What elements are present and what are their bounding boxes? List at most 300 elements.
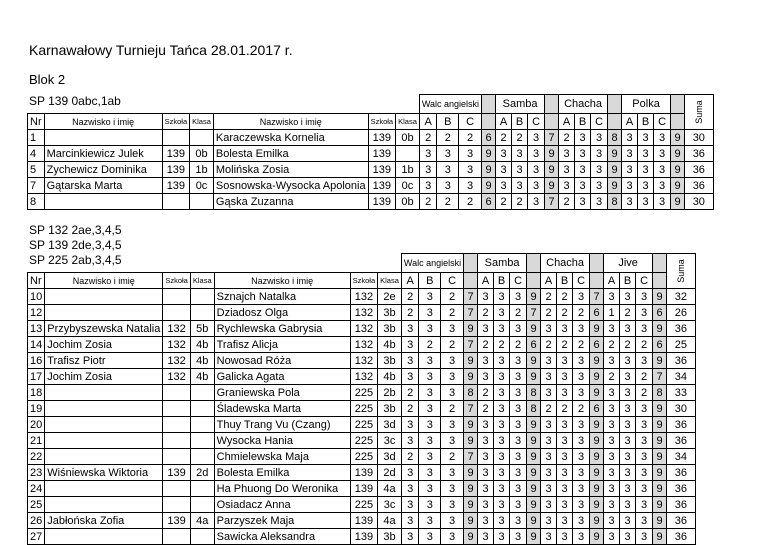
cell-score: 3 [401, 513, 419, 529]
cell-name-1 [45, 497, 163, 513]
cell-name-1 [45, 529, 163, 545]
cell-score: 2 [401, 289, 419, 305]
cell-score: 9 [590, 417, 604, 433]
cell-score: 3 [541, 513, 557, 529]
cell-score: 3 [528, 194, 545, 210]
cell-score: 3 [496, 178, 512, 194]
cell-score: 9 [671, 146, 685, 162]
cell-score: 3 [419, 497, 441, 513]
cell-score: 3 [510, 289, 527, 305]
cell-nr: 27 [28, 529, 45, 545]
col-subtotal [527, 273, 541, 289]
cell-score: 3 [419, 289, 441, 305]
cell-score: 3 [401, 417, 419, 433]
cell-school-1 [163, 433, 191, 449]
cell-score: 2 [419, 194, 437, 210]
cell-score: 9 [464, 513, 478, 529]
cell-score: 2 [459, 194, 482, 210]
cell-name-2: Rychlewska Gabrysia [214, 321, 350, 337]
cell-score: 3 [528, 162, 545, 178]
cell-score: 3 [528, 178, 545, 194]
cell-total: 32 [667, 289, 696, 305]
cell-score: 9 [653, 417, 667, 433]
cell-class-1: 4b [190, 369, 214, 385]
dance-header-3: Chacha [559, 95, 608, 114]
cell-score: 2 [636, 337, 653, 353]
cell-score: 3 [494, 369, 510, 385]
cell-score: 3 [478, 433, 494, 449]
cell-total: 25 [667, 337, 696, 353]
cell-score: 2 [573, 337, 590, 353]
cell-score: 3 [401, 497, 419, 513]
cell-score: 3 [401, 465, 419, 481]
cell-school-2: 132 [350, 353, 378, 369]
cell-score: 3 [557, 513, 573, 529]
cell-nr: 1 [28, 130, 45, 146]
cell-score: 9 [464, 369, 478, 385]
cell-nr: 25 [28, 497, 45, 513]
cell-score: 3 [559, 162, 575, 178]
cell-score: 2 [478, 305, 494, 321]
cell-school-1 [163, 401, 191, 417]
cell-score: 9 [482, 162, 496, 178]
cell-score: 3 [604, 481, 620, 497]
cell-score: 2 [441, 289, 464, 305]
cell-score: 3 [510, 497, 527, 513]
col-a: A [559, 114, 575, 130]
cell-nr: 14 [28, 337, 45, 353]
cell-school-2: 132 [350, 305, 378, 321]
cell-class-2: 0b [396, 194, 420, 210]
cell-score: 8 [653, 385, 667, 401]
cell-class-2 [396, 146, 420, 162]
cell-score: 3 [510, 513, 527, 529]
cell-nr: 8 [28, 194, 45, 210]
cell-score: 3 [636, 417, 653, 433]
cell-school-1: 139 [162, 162, 190, 178]
dance-header-2: Samba [478, 254, 527, 273]
cell-score: 3 [573, 449, 590, 465]
header-spacer [28, 95, 420, 114]
cell-score: 3 [573, 465, 590, 481]
table-row [28, 289, 696, 305]
cell-score: 2 [441, 337, 464, 353]
col-class-2: Klasa [378, 273, 402, 289]
cell-score: 3 [419, 513, 441, 529]
cell-score: 3 [591, 130, 608, 146]
cell-total: 36 [685, 162, 714, 178]
cell-score: 3 [573, 497, 590, 513]
cell-score: 3 [528, 146, 545, 162]
cell-score: 3 [541, 369, 557, 385]
cell-score: 8 [608, 130, 622, 146]
cell-score: 3 [541, 353, 557, 369]
cell-class-1 [190, 481, 214, 497]
cell-name-1 [45, 401, 163, 417]
cell-class-1 [190, 130, 214, 146]
cell-score: 3 [654, 130, 671, 146]
cell-school-2: 139 [368, 178, 396, 194]
table-row [28, 194, 714, 210]
cell-class-1 [190, 305, 214, 321]
cell-score: 9 [545, 162, 559, 178]
cell-score: 7 [464, 449, 478, 465]
cell-score: 3 [622, 162, 638, 178]
cell-score: 9 [590, 529, 604, 545]
cell-score: 9 [464, 321, 478, 337]
cell-score: 3 [459, 178, 482, 194]
cell-total: 36 [667, 513, 696, 529]
col-subtotal [671, 114, 685, 130]
cell-class-2: 3b [378, 305, 402, 321]
cell-score: 2 [557, 289, 573, 305]
cell-school-1 [162, 194, 190, 210]
cell-school-1: 139 [162, 146, 190, 162]
cell-nr: 7 [28, 178, 45, 194]
cell-score: 2 [541, 289, 557, 305]
cell-score: 9 [464, 353, 478, 369]
cell-score: 7 [464, 337, 478, 353]
table-row [28, 433, 696, 449]
cell-score: 3 [573, 321, 590, 337]
cell-score: 3 [636, 529, 653, 545]
cell-name-1 [45, 305, 163, 321]
cell-score: 8 [464, 385, 478, 401]
cell-school-1 [163, 529, 191, 545]
table-row [28, 353, 696, 369]
cell-nr: 4 [28, 146, 45, 162]
cell-score: 3 [654, 194, 671, 210]
cell-score: 3 [510, 529, 527, 545]
cell-school-2: 139 [350, 481, 378, 497]
cell-score: 3 [620, 321, 636, 337]
cell-score: 3 [541, 385, 557, 401]
col-name-2: Nazwisko i imię [213, 114, 368, 130]
cell-class-2: 4a [378, 513, 402, 529]
cell-score: 3 [419, 353, 441, 369]
cell-score: 3 [604, 417, 620, 433]
cell-school-1: 139 [163, 513, 191, 529]
cell-total: 36 [667, 497, 696, 513]
cell-school-1 [163, 305, 191, 321]
cell-score: 9 [590, 497, 604, 513]
cell-score: 3 [401, 433, 419, 449]
cell-score: 7 [464, 401, 478, 417]
cell-score: 6 [590, 337, 604, 353]
dance-sum-header-1 [482, 95, 496, 114]
cell-score: 7 [527, 305, 541, 321]
cell-school-2: 225 [350, 433, 378, 449]
cell-score: 9 [464, 481, 478, 497]
cell-school-2: 132 [350, 337, 378, 353]
cell-score: 3 [419, 465, 441, 481]
cell-score: 9 [590, 385, 604, 401]
cell-score: 8 [608, 194, 622, 210]
cell-score: 9 [653, 353, 667, 369]
cell-class-1 [190, 401, 214, 417]
cell-score: 3 [401, 529, 419, 545]
col-school-1: Szkoła [162, 114, 190, 130]
cell-school-1: 132 [163, 353, 191, 369]
cell-score: 3 [620, 369, 636, 385]
cell-score: 3 [604, 465, 620, 481]
cell-score: 9 [545, 178, 559, 194]
cell-score: 3 [478, 481, 494, 497]
cell-score: 9 [608, 162, 622, 178]
cell-score: 2 [494, 337, 510, 353]
cell-score: 3 [478, 513, 494, 529]
cell-score: 3 [638, 146, 654, 162]
cell-score: 3 [437, 146, 459, 162]
cell-total: 34 [667, 449, 696, 465]
cell-score: 9 [653, 433, 667, 449]
cell-score: 3 [496, 162, 512, 178]
cell-score: 3 [478, 465, 494, 481]
cell-class-1: 0c [190, 178, 214, 194]
cell-score: 9 [464, 465, 478, 481]
table-row [28, 178, 714, 194]
col-b: B [557, 273, 573, 289]
cell-score: 3 [510, 449, 527, 465]
cell-name-2: Parzyszek Maja [214, 513, 350, 529]
col-c: C [459, 114, 482, 130]
cell-score: 3 [512, 146, 528, 162]
cell-score: 2 [437, 130, 459, 146]
cell-class-1: 5b [190, 321, 214, 337]
cell-score: 2 [636, 385, 653, 401]
dance-sum-header-2 [545, 95, 559, 114]
cell-score: 3 [512, 178, 528, 194]
cell-school-1 [163, 417, 191, 433]
cell-score: 7 [545, 130, 559, 146]
cell-score: 2 [441, 401, 464, 417]
cell-score: 3 [419, 449, 441, 465]
cell-score: 3 [620, 353, 636, 369]
cell-class-2: 3d [378, 417, 402, 433]
cell-class-2: 0c [396, 178, 420, 194]
cell-class-2: 3c [378, 433, 402, 449]
cell-school-1: 132 [163, 337, 191, 353]
cell-score: 3 [419, 433, 441, 449]
col-b: B [419, 273, 441, 289]
cell-score: 3 [575, 130, 591, 146]
col-b: B [494, 273, 510, 289]
dance-sum-header-4 [671, 95, 685, 114]
cell-score: 2 [512, 194, 528, 210]
col-class-1: Klasa [190, 114, 214, 130]
table-row [28, 417, 696, 433]
cell-class-2: 3b [378, 321, 402, 337]
suma-header [685, 95, 714, 130]
cell-name-1 [44, 194, 162, 210]
cell-score: 2 [496, 194, 512, 210]
cell-score: 9 [464, 529, 478, 545]
cell-score: 3 [638, 178, 654, 194]
cell-name-2: Sosnowska-Wysocka Apolonia [213, 178, 368, 194]
cell-score: 3 [541, 433, 557, 449]
cell-score: 3 [573, 353, 590, 369]
cell-class-1 [190, 417, 214, 433]
table-row [28, 497, 696, 513]
cell-score: 9 [464, 497, 478, 513]
cell-score: 2 [437, 194, 459, 210]
cell-score: 3 [510, 433, 527, 449]
cell-score: 3 [604, 289, 620, 305]
col-name-2: Nazwisko i imię [214, 273, 350, 289]
cell-name-2: Molińska Zosia [213, 162, 368, 178]
cell-school-1 [163, 449, 191, 465]
cell-total: 36 [667, 417, 696, 433]
table-row [28, 162, 714, 178]
cell-score: 3 [441, 513, 464, 529]
col-name-1: Nazwisko i imię [44, 114, 162, 130]
cell-score: 3 [654, 178, 671, 194]
cell-score: 3 [575, 178, 591, 194]
cell-score: 3 [478, 417, 494, 433]
cell-score: 3 [510, 481, 527, 497]
cell-score: 3 [401, 321, 419, 337]
cell-score: 2 [604, 337, 620, 353]
dance-header-4: Jive [604, 254, 653, 273]
cell-score: 3 [557, 433, 573, 449]
cell-score: 2 [510, 337, 527, 353]
cell-score: 3 [604, 433, 620, 449]
cell-name-1: Jochim Zosia [45, 337, 163, 353]
cell-score: 9 [527, 529, 541, 545]
dance-sum-header-1 [464, 254, 478, 273]
cell-class-1 [190, 289, 214, 305]
table-row [28, 146, 714, 162]
cell-score: 2 [401, 401, 419, 417]
cell-score: 6 [590, 305, 604, 321]
dance-header-2: Samba [496, 95, 545, 114]
cell-score: 3 [419, 369, 441, 385]
cell-total: 30 [685, 194, 714, 210]
cell-score: 3 [636, 305, 653, 321]
cell-score: 2 [478, 401, 494, 417]
cell-score: 6 [527, 337, 541, 353]
cell-score: 3 [620, 513, 636, 529]
section1-label: SP 139 0abc,1ab [29, 94, 121, 108]
col-nr: Nr [28, 273, 45, 289]
cell-score: 3 [510, 417, 527, 433]
cell-score: 3 [604, 449, 620, 465]
cell-name-2: Osiadacz Anna [214, 497, 350, 513]
dance-header-1: Walc angielski [401, 254, 463, 273]
cell-name-2: Bolesta Emilka [213, 146, 368, 162]
cell-score: 9 [527, 513, 541, 529]
cell-school-1 [163, 385, 191, 401]
cell-nr: 22 [28, 449, 45, 465]
cell-score: 3 [604, 385, 620, 401]
col-name-1: Nazwisko i imię [45, 273, 163, 289]
cell-score: 3 [604, 401, 620, 417]
cell-score: 3 [419, 417, 441, 433]
cell-class-1 [190, 497, 214, 513]
cell-school-2: 139 [368, 194, 396, 210]
cell-score: 9 [653, 321, 667, 337]
cell-name-1 [45, 433, 163, 449]
table-row [28, 130, 714, 146]
cell-score: 3 [557, 481, 573, 497]
dance-sum-header-4 [653, 254, 667, 273]
cell-name-2: Nowosad Róża [214, 353, 350, 369]
cell-school-2: 132 [350, 289, 378, 305]
cell-nr: 26 [28, 513, 45, 529]
cell-score: 3 [478, 353, 494, 369]
col-a: A [622, 114, 638, 130]
cell-score: 3 [419, 162, 437, 178]
cell-class-1 [190, 385, 214, 401]
col-class-2: Klasa [396, 114, 420, 130]
table-row [28, 465, 696, 481]
cell-score: 3 [510, 369, 527, 385]
cell-score: 7 [464, 305, 478, 321]
col-b: B [512, 114, 528, 130]
cell-score: 7 [464, 289, 478, 305]
cell-name-2: Galicka Agata [214, 369, 350, 385]
cell-score: 3 [636, 481, 653, 497]
col-c: C [528, 114, 545, 130]
table-row [28, 321, 696, 337]
cell-score: 9 [527, 497, 541, 513]
cell-score: 3 [441, 385, 464, 401]
col-b: B [638, 114, 654, 130]
cell-score: 2 [478, 385, 494, 401]
cell-score: 6 [482, 194, 496, 210]
cell-score: 3 [441, 433, 464, 449]
cell-score: 9 [464, 433, 478, 449]
cell-score: 3 [494, 401, 510, 417]
block-label: Blok 2 [29, 72, 66, 87]
cell-score: 9 [653, 529, 667, 545]
cell-score: 3 [478, 289, 494, 305]
cell-score: 3 [573, 513, 590, 529]
cell-total: 36 [667, 465, 696, 481]
cell-score: 9 [671, 178, 685, 194]
cell-score: 9 [653, 289, 667, 305]
cell-total: 33 [667, 385, 696, 401]
cell-total: 30 [685, 130, 714, 146]
cell-score: 3 [638, 162, 654, 178]
dance-sum-header-2 [527, 254, 541, 273]
cell-score: 3 [638, 130, 654, 146]
cell-name-1: Marcinkiewicz Julek [44, 146, 162, 162]
cell-score: 3 [419, 529, 441, 545]
cell-score: 3 [478, 369, 494, 385]
cell-score: 9 [608, 178, 622, 194]
cell-score: 3 [591, 162, 608, 178]
cell-school-1 [163, 289, 191, 305]
cell-score: 3 [620, 289, 636, 305]
cell-total: 36 [667, 529, 696, 545]
cell-score: 2 [557, 337, 573, 353]
header-spacer [28, 254, 402, 273]
cell-score: 7 [590, 289, 604, 305]
cell-score: 3 [494, 353, 510, 369]
cell-school-1 [162, 130, 190, 146]
cell-score: 9 [653, 481, 667, 497]
table-row [28, 337, 696, 353]
cell-score: 3 [591, 194, 608, 210]
cell-name-1: Jabłońska Zofia [45, 513, 163, 529]
cell-score: 2 [636, 369, 653, 385]
cell-score: 9 [545, 146, 559, 162]
cell-name-2: Gąska Zuzanna [213, 194, 368, 210]
cell-name-2: Bolesta Emilka [214, 465, 350, 481]
cell-score: 3 [441, 369, 464, 385]
cell-score: 3 [494, 497, 510, 513]
